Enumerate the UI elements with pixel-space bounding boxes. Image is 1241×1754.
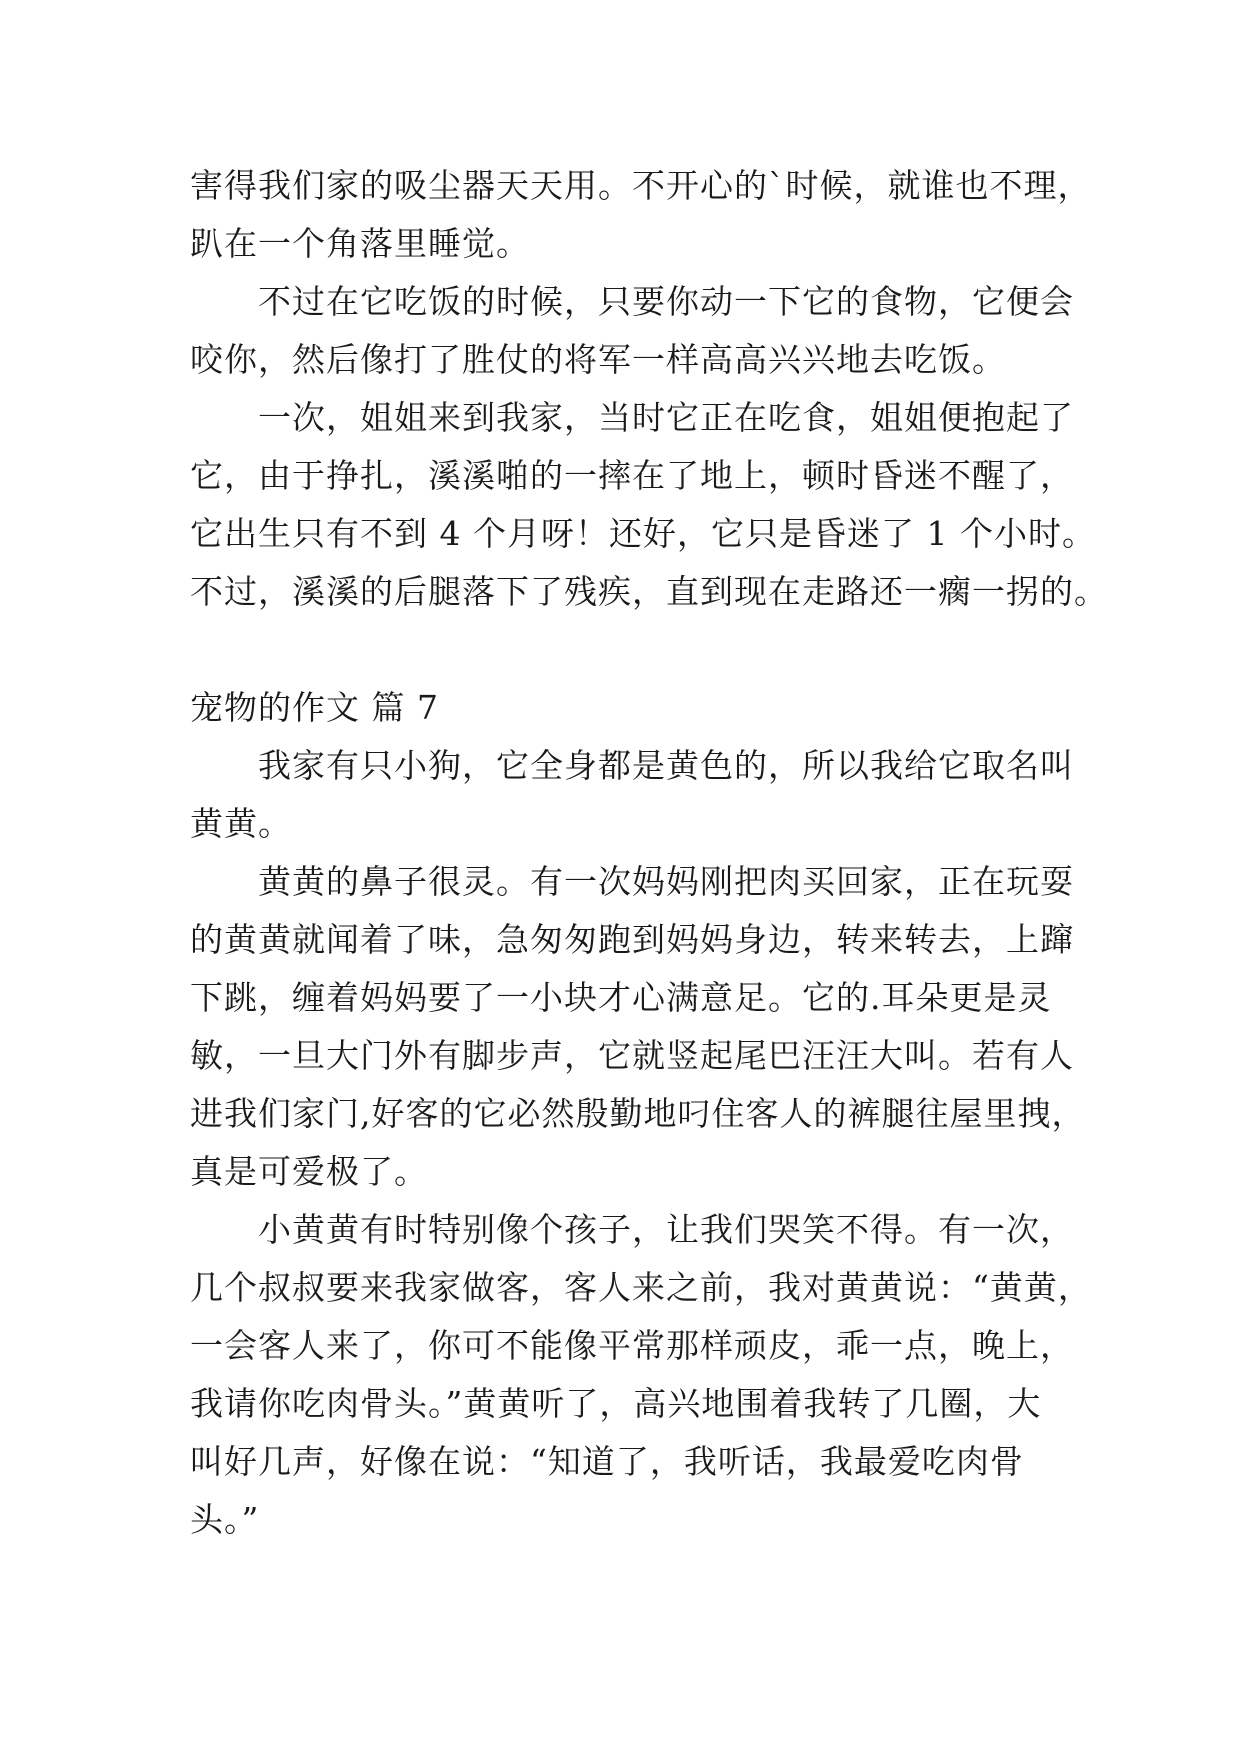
text-line: 不过，溪溪的后腿落下了残疾，直到现在走路还一瘸一拐的。 (190, 572, 1108, 611)
text-line: 不过在它吃饭的时候，只要你动一下它的食物，它便会 (258, 282, 1074, 321)
text-line: 一会客人来了，你可不能像平常那样顽皮，乖一点，晚上， (190, 1326, 1074, 1365)
section-heading: 宠物的作文 篇 7 (190, 688, 439, 727)
text-line: 小黄黄有时特别像个孩子，让我们哭笑不得。有一次， (258, 1210, 1074, 1249)
text-line: 真是可爱极了。 (190, 1152, 428, 1191)
text-line: 我家有只小狗，它全身都是黄色的，所以我给它取名叫 (258, 746, 1074, 785)
text-line: 头。” (190, 1500, 260, 1539)
text-line: 咬你，然后像打了胜仗的将军一样高高兴兴地去吃饭。 (190, 340, 1006, 379)
text-line: 黄黄的鼻子很灵。有一次妈妈刚把肉买回家，正在玩耍 (258, 862, 1074, 901)
text-line: 趴在一个角落里睡觉。 (190, 224, 530, 263)
text-line: 我请你吃肉骨头。”黄黄听了，高兴地围着我转了几圈，大 (190, 1384, 1042, 1423)
text-line: 敏，一旦大门外有脚步声，它就竖起尾巴汪汪大叫。若有人 (190, 1036, 1074, 1075)
text-line: 进我们家门,好客的它必然殷勤地叼住客人的裤腿往屋里拽， (190, 1094, 1086, 1133)
text-line: 一次，姐姐来到我家，当时它正在吃食，姐姐便抱起了 (258, 398, 1074, 437)
text-line: 黄黄。 (190, 804, 292, 843)
text-line: 的黄黄就闻着了味，急匆匆跑到妈妈身边，转来转去，上蹿 (190, 920, 1074, 959)
text-line: 害得我们家的吸尘器天天用。不开心的`时候，就谁也不理， (190, 166, 1092, 205)
text-line: 几个叔叔要来我家做客，客人来之前，我对黄黄说：“黄黄， (190, 1268, 1092, 1307)
text-line: 它出生只有不到 4 个月呀！还好，它只是昏迷了 1 个小时。 (190, 514, 1096, 553)
text-line: 下跳，缠着妈妈要了一小块才心满意足。它的.耳朵更是灵 (190, 978, 1052, 1017)
text-line: 叫好几声，好像在说：“知道了，我听话，我最爱吃肉骨 (190, 1442, 1024, 1481)
text-line: 它，由于挣扎，溪溪啪的一摔在了地上，顿时昏迷不醒了， (190, 456, 1074, 495)
